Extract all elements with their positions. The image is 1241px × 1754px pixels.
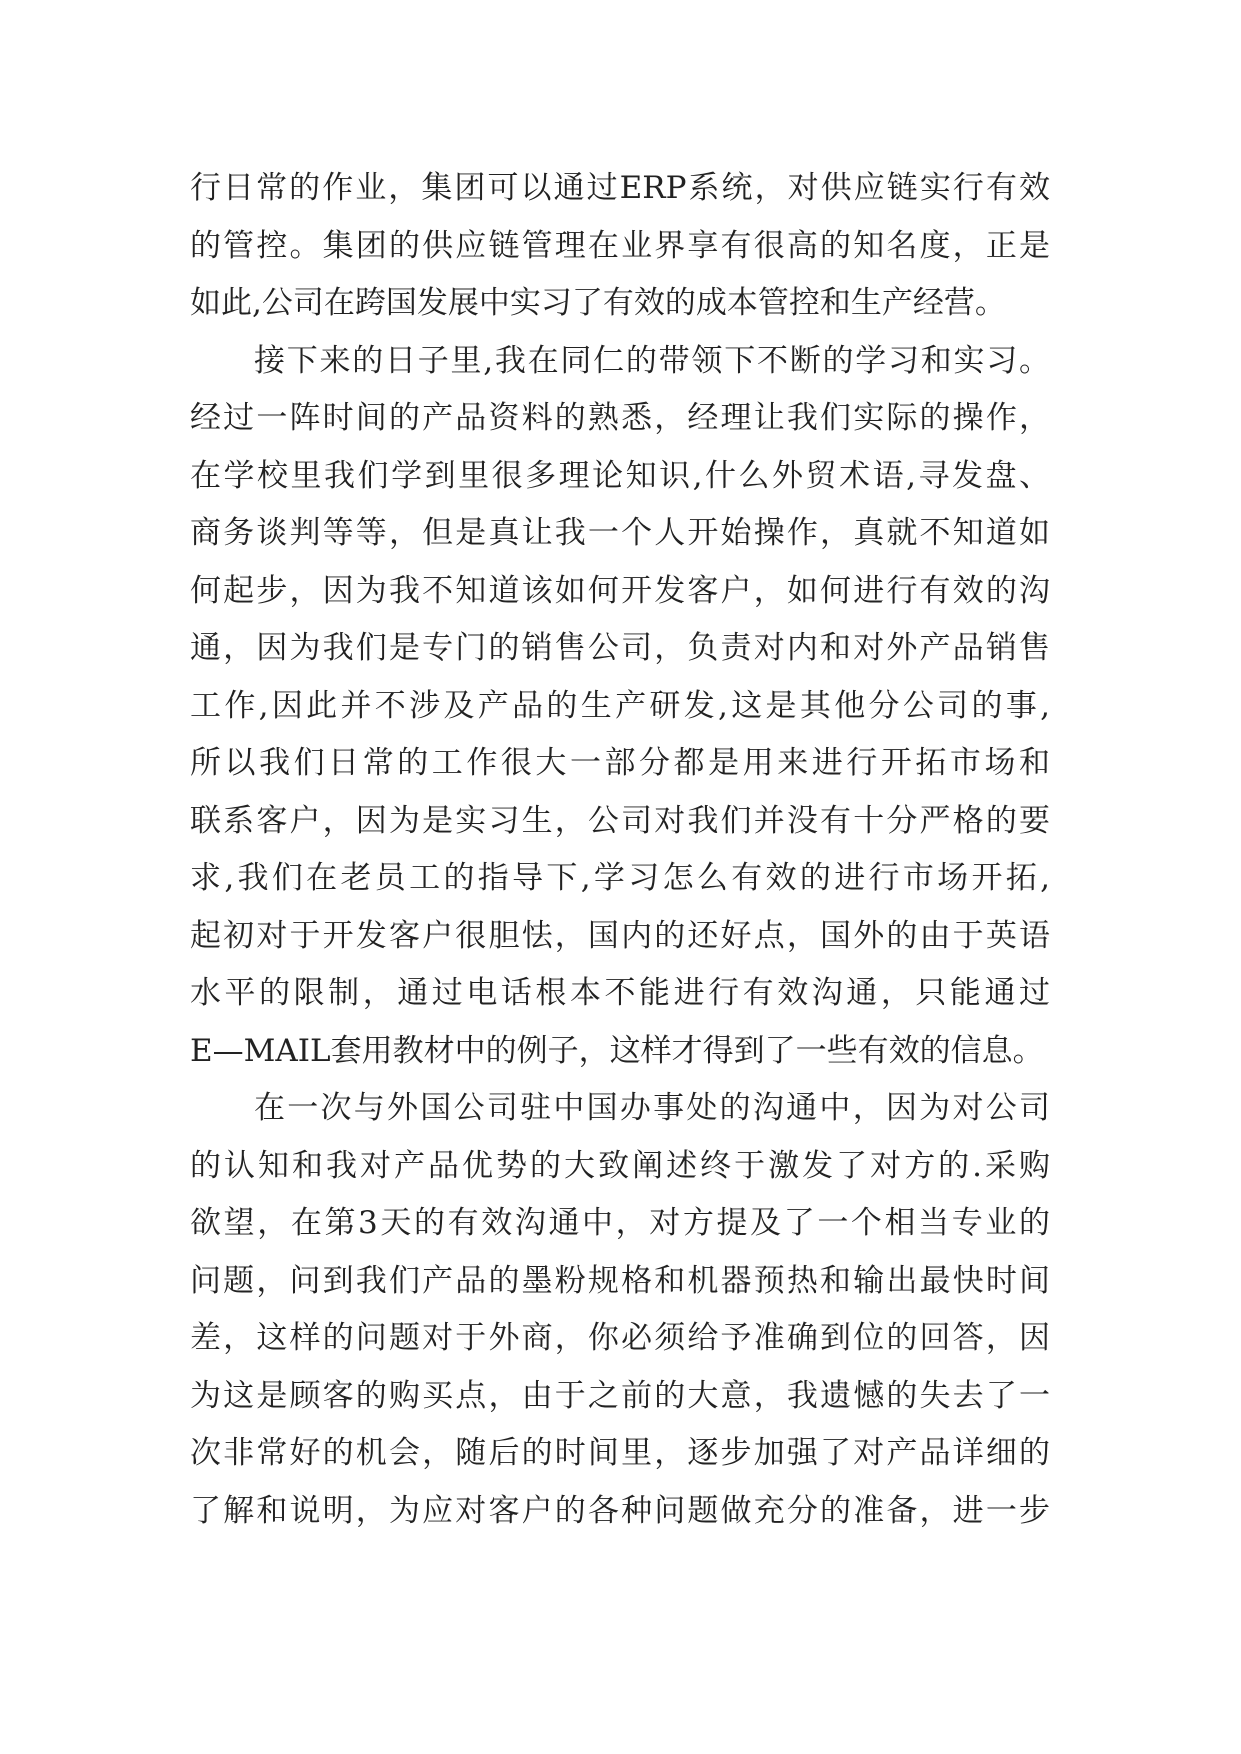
text-line: 求,我们在老员工的指导下,学习怎么有效的进行市场开拓, — [190, 860, 1050, 896]
text-line: 行日常的作业，集团可以通过ERP系统，对供应链实行有效 — [190, 170, 1050, 206]
text-line: 为这是顾客的购买点，由于之前的大意，我遗憾的失去了一 — [190, 1377, 1050, 1414]
text-line: 起初对于开发客户很胆怯，国内的还好点，国外的由于英语 — [190, 917, 1050, 954]
text-line: 经过一阵时间的产品资料的熟悉，经理让我们实际的操作， — [190, 400, 1050, 436]
text-line: 商务谈判等等，但是真让我一个人开始操作，真就不知道如 — [190, 515, 1050, 551]
text-line: 次非常好的机会，随后的时间里，逐步加强了对产品详细的 — [190, 1435, 1050, 1471]
paragraph-first-line: 在一次与外国公司驻中国办事处的沟通中，因为对公司 — [254, 1090, 1050, 1126]
text-line: 的认知和我对产品优势的大致阐述终于激发了对方的.采购 — [190, 1147, 1050, 1184]
text-line: 如此,公司在跨国发展中实习了有效的成本管控和生产经营。 — [190, 285, 1006, 321]
paragraph-first-line: 接下来的日子里,我在同仁的带领下不断的学习和实习。 — [254, 342, 1050, 379]
text-line: 差，这样的问题对于外商，你必须给予准确到位的回答，因 — [190, 1320, 1050, 1356]
text-line: 联系客户，因为是实习生，公司对我们并没有十分严格的要 — [190, 802, 1050, 839]
text-line: E—MAIL套用教材中的例子，这样才得到了一些有效的信息。 — [190, 1032, 1044, 1069]
text-line: 了解和说明，为应对客户的各种问题做充分的准备，进一步 — [190, 1492, 1050, 1529]
text-line: 何起步，因为我不知道该如何开发客户，如何进行有效的沟 — [190, 572, 1050, 609]
text-line: 问题，问到我们产品的墨粉规格和机器预热和输出最快时间 — [190, 1262, 1050, 1299]
text-line: 水平的限制，通过电话根本不能进行有效沟通，只能通过 — [190, 975, 1050, 1011]
text-line: 工作,因此并不涉及产品的生产研发,这是其他分公司的事, — [190, 687, 1050, 724]
text-line: 欲望，在第3天的有效沟通中，对方提及了一个相当专业的 — [190, 1205, 1050, 1241]
text-line: 的管控。集团的供应链管理在业界享有很高的知名度，正是 — [190, 227, 1050, 264]
text-line: 所以我们日常的工作很大一部分都是用来进行开拓市场和 — [190, 745, 1050, 781]
text-line: 通，因为我们是专门的销售公司，负责对内和对外产品销售 — [190, 630, 1050, 666]
text-line: 在学校里我们学到里很多理论知识,什么外贸术语,寻发盘、 — [190, 457, 1050, 494]
body-text — [190, 160, 1050, 1540]
